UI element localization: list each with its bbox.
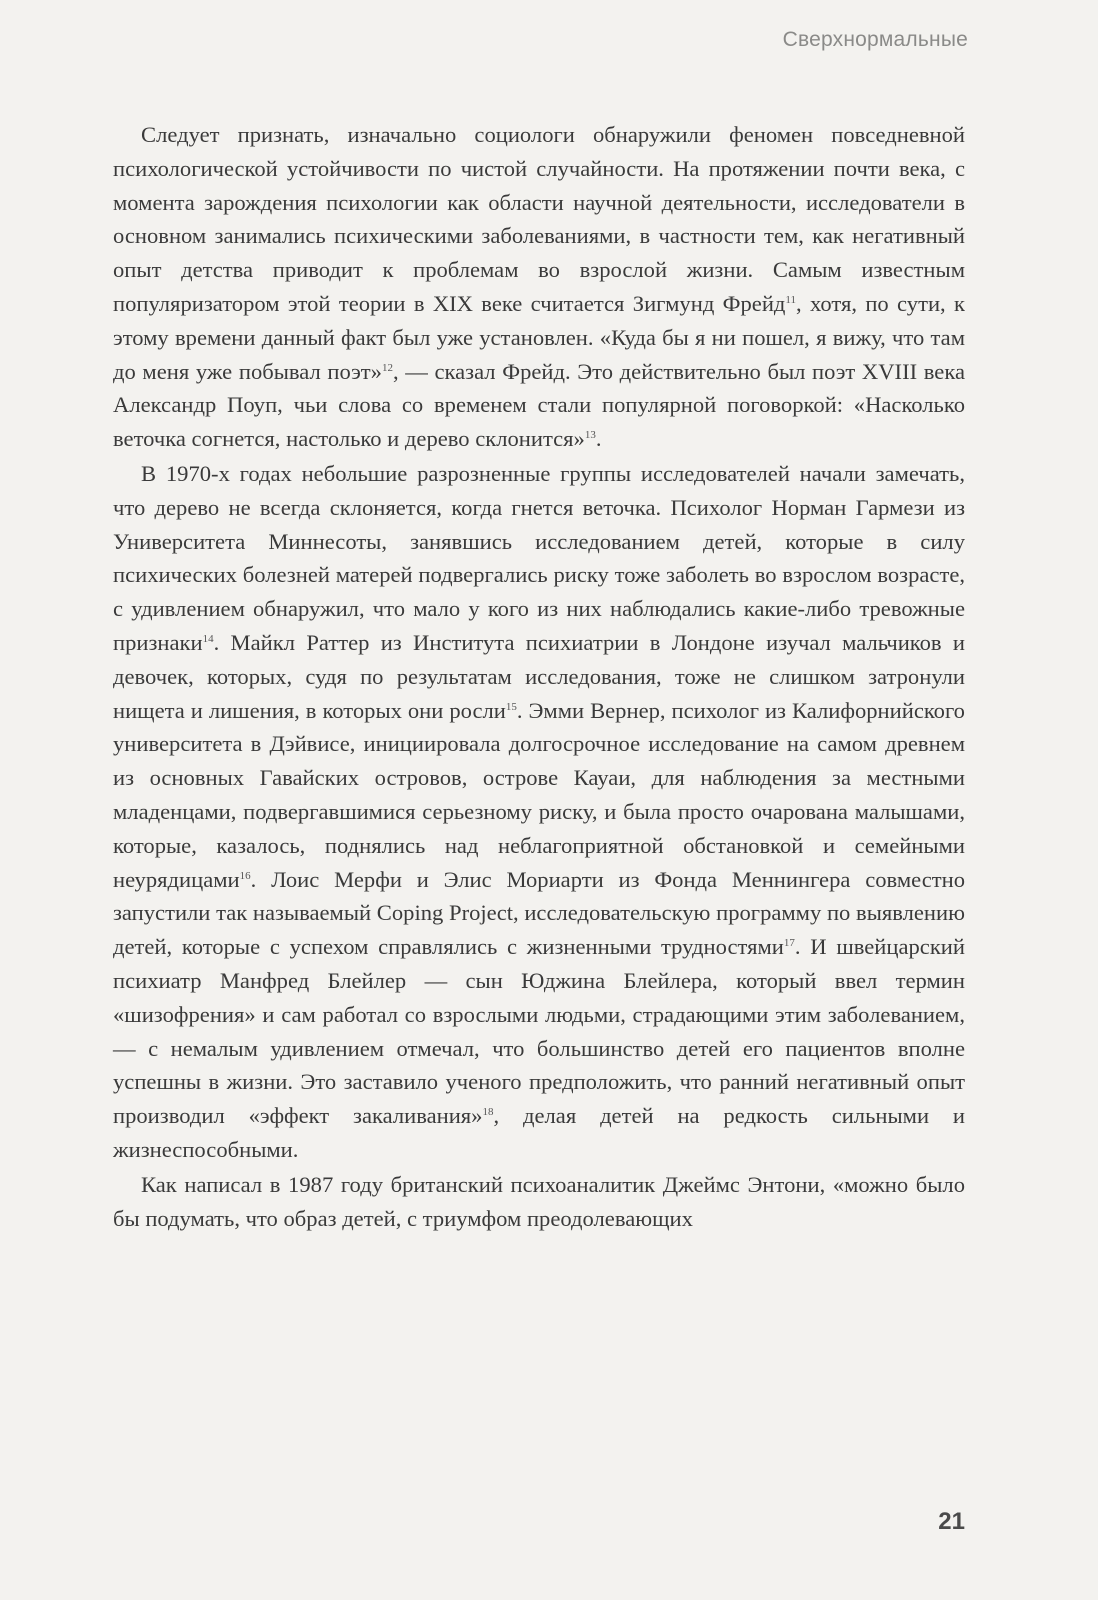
footnote-marker: 17 (783, 937, 795, 950)
text-run: В 1970-х годах небольшие разрозненные группы исследователей начали замечать, что дерево не всегда склоняется, когда гнется веточка. Психолог Норман Гармези из Университета Миннесоты, занявшись исследованием детей, которые в силу психических болезней матерей подвергались риску тоже заболеть во взрослом возрасте, с удивлением обнаружил, что мало у кого из них наблюдались какие-либо тревожные признаки (113, 460, 965, 655)
paragraph (113, 1168, 965, 1236)
text-run: , хотя, по сути, к этому времени данный факт был уже установлен. «Куда бы я ни пошел, я вижу, что там до меня уже побывал поэт» (113, 290, 965, 384)
text-run: , делая детей на редкость сильными и жизнеспособными. (113, 1103, 965, 1162)
text-run: , — сказал Фрейд. Это действительно был поэт XVIII века Александр Поуп, чьи слова со временем стали популярной поговоркой: «Насколько веточка согнется, настолько и дерево склонится» (113, 358, 965, 452)
text-run: . Эмми Вернер, психолог из Калифорнийского университета в Дэйвисе, инициировала долгосрочное исследование на самом древнем из основных Гавайских островов, острове Кауаи, для наблюдения за местными младенцами, подвергавшимися серьезному риску, и была просто очарована малышами, которые, казалось, поднялись над неблагоприятной обстановкой и семейными неурядицами (113, 697, 965, 892)
text-run: . И швейцарский психиатр Манфред Блейлер — сын Юджина Блейлера, который ввел термин «шизофрения» и сам работал со взрослыми людьми, страдающими этим заболеванием, — с немалым удивлением отмечал, что большинство детей его пациентов вполне успешны в жизни. Это заставило ученого предположить, что ранний негативный опыт производил «эффект закаливания» (113, 934, 965, 1129)
text-run: . Лоис Мерфи и Элис Мориарти из Фонда Меннингера совместно запустили так называемый Coping Project, исследовательскую программу по выявлению детей, которые с успехом справлялись с жизненными трудностями (113, 866, 965, 960)
footnote-marker: 18 (482, 1106, 494, 1119)
paragraph (113, 457, 965, 1167)
text-run: Как написал в 1987 году британский психоаналитик Джеймс Энтони, «можно было бы подумать, что образ детей, с триумфом преодолевающих (113, 1171, 965, 1231)
text-run: . Майкл Раттер из Института психиатрии в Лондоне изучал мальчиков и девочек, которых, судя по результатам исследования, тоже не слишком затронули нищета и лишения, в которых они росли (113, 629, 965, 723)
footnote-marker: 15 (505, 700, 517, 713)
footnote-marker: 11 (785, 293, 796, 306)
running-head: Сверхнормальные (782, 28, 968, 51)
body-text (113, 118, 965, 1236)
paragraph (113, 118, 965, 456)
footnote-marker: 16 (239, 869, 251, 882)
text-run: . (595, 426, 602, 452)
footnote-marker: 12 (381, 361, 393, 374)
footnote-marker: 13 (584, 429, 596, 442)
footnote-marker: 14 (202, 632, 214, 645)
text-run: Следует признать, изначально социологи обнаружили феномен повседневной психологической устойчивости по чистой случайности. На протяжении почти века, с момента зарождения психологии как области научной деятельности, исследователи в основном занимались психическими заболеваниями, в частности тем, как негативный опыт детства приводит к проблемам во взрослой жизни. Самым известным популяризатором этой теории в XIX веке считается Зигмунд Фрейд (113, 122, 965, 316)
page-number: 21 (938, 1508, 965, 1535)
